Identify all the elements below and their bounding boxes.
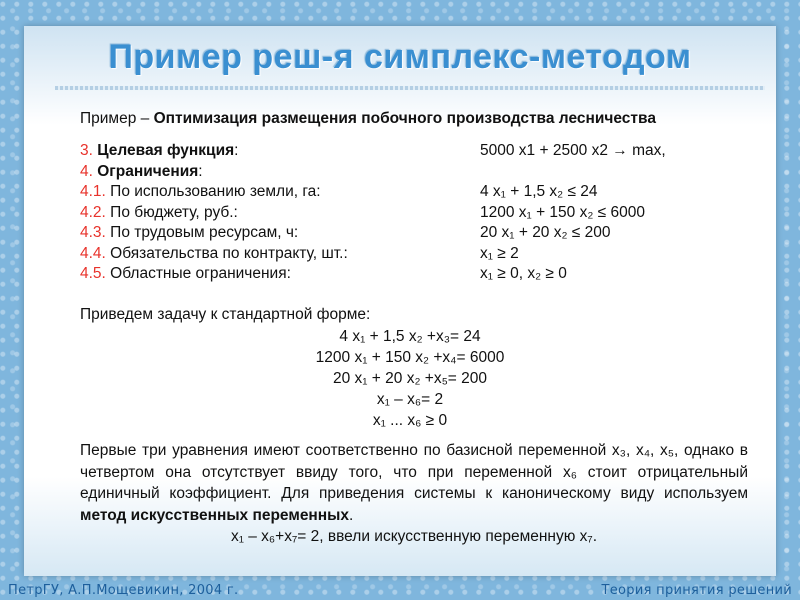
row-expression: 5000 x1 + 2500 x2 → max,: [480, 142, 666, 159]
problem-row: [80, 245, 348, 263]
row-number: 4.2.: [80, 203, 106, 221]
row-expression: 1200 x₁ + 150 x₂ ≤ 6000: [480, 203, 645, 221]
explanation-paragraph: [80, 440, 748, 548]
paragraph-end: .: [349, 506, 354, 524]
row-number: 4.1.: [80, 183, 106, 200]
row-label: :: [198, 162, 203, 180]
problem-row: [80, 224, 298, 242]
footer-course: Теория принятия решений: [601, 583, 792, 598]
row-label: По трудовым ресурсам, ч:: [110, 224, 299, 241]
row-expression: 20 x₁ + 20 x₂ ≤ 200: [480, 224, 611, 241]
paragraph-last-line: x₁ – x₆+x₇= 2, ввели искусственную переменную x₇.: [230, 528, 598, 545]
paragraph-text: Первые три уравнения имеют соответственно по базисной переменной x₃, x₄, x₅, однако в четвертом она отсутствует ввиду того, что при переменной x₆ стоит отрицательный единичный коэффициент. Для приведения системы к каноническому виду используем: [80, 442, 748, 502]
row-expression: x₁ ≥ 0, x₂ ≥ 0: [480, 265, 567, 282]
equation: x₁ – x₆= 2: [376, 391, 444, 408]
standard-form-heading: Приведем задачу к стандартной форме:: [80, 306, 371, 323]
slide-title: Пример реш-я симплекс-методом: [108, 38, 692, 76]
equation: 4 x₁ + 1,5 x₂ +x₃= 24: [339, 328, 481, 345]
row-number: 4.3.: [80, 224, 106, 241]
row-number: 4.4.: [80, 244, 106, 262]
intro-title: Оптимизация размещения побочного производства лесничества: [153, 110, 656, 127]
row-number: 4.: [80, 162, 93, 180]
row-label: Обязательства по контракту, шт.:: [110, 244, 348, 262]
intro-line: [80, 110, 656, 128]
equation: 1200 x₁ + 150 x₂ +x₄= 6000: [315, 349, 505, 366]
problem-row: [80, 204, 238, 222]
row-label-bold: Целевая функция: [97, 142, 235, 159]
equation: 20 x₁ + 20 x₂ +x₅= 200: [332, 370, 488, 387]
paragraph-bold: метод искусственных переменных: [80, 506, 350, 524]
row-number: 3.: [80, 142, 93, 159]
footer-author: ПетрГУ, А.П.Мощевикин, 2004 г.: [8, 583, 239, 598]
row-label: Областные ограничения:: [110, 265, 291, 282]
problem-row: [80, 163, 203, 181]
row-label: :: [234, 142, 239, 159]
row-expression: 4 x₁ + 1,5 x₂ ≤ 24: [480, 183, 598, 200]
title-divider: [55, 86, 765, 90]
problem-row: [80, 183, 321, 201]
row-label: По бюджету, руб.:: [110, 203, 238, 221]
row-label: По использованию земли, га:: [110, 183, 321, 200]
row-expression: x₁ ≥ 2: [480, 244, 519, 262]
problem-row: [80, 265, 291, 283]
intro-prefix: Пример –: [80, 110, 154, 127]
problem-row: [80, 142, 238, 160]
row-number: 4.5.: [80, 265, 106, 282]
row-label-bold: Ограничения: [97, 162, 199, 180]
equation: x₁ ... x₆ ≥ 0: [372, 412, 448, 429]
